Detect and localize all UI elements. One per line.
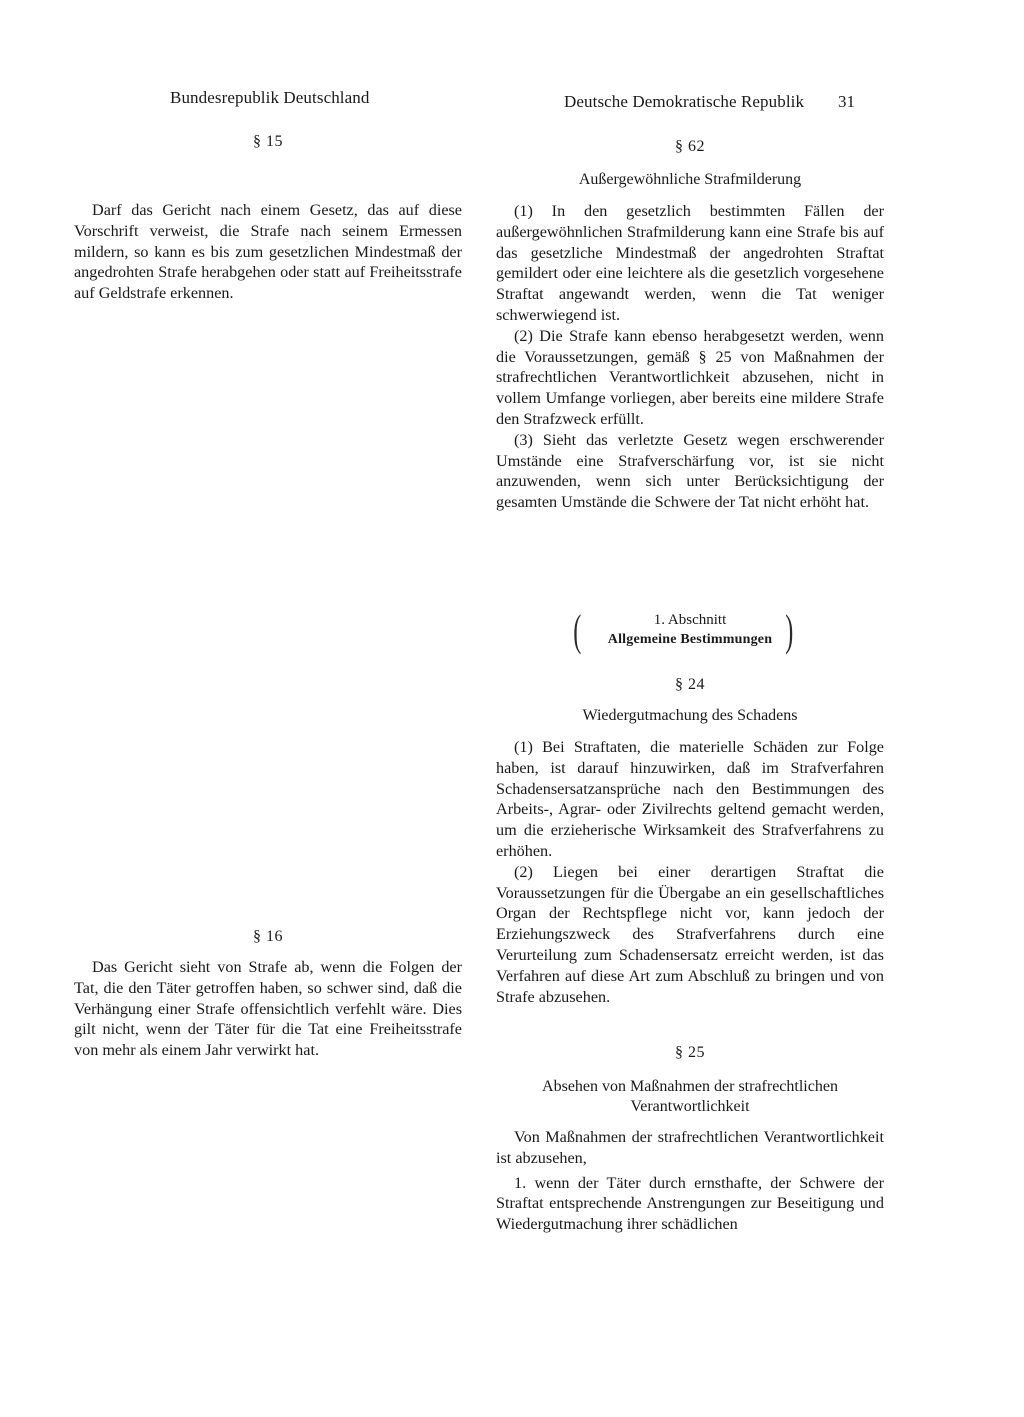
- s62-paragraph-1: (1) In den gesetzlich bestimmten Fällen der außergewöhnlichen Strafmilderung kann eine Strafe bis auf das gesetzliche Mindestmaß der angedrohten Straftat gemildert oder eine leichtere als die gesetzlich vorgesehene Straftat angewandt werden, wenn die Tat weniger schwerwiegend ist.: [496, 202, 884, 324]
- s24-title: Wiedergutmachung des Schadens: [582, 707, 798, 724]
- right-parenthesis: ): [785, 606, 794, 655]
- header-right-title: Deutsche Demokratische Republik: [564, 92, 805, 111]
- left-parenthesis: (: [573, 606, 582, 655]
- s25-title-line-2: Verantwortlichkeit: [630, 1098, 750, 1115]
- page-number: 31: [838, 92, 855, 111]
- s16-sign: § 16: [253, 928, 283, 945]
- s25-text-block: [496, 1127, 884, 1235]
- s25-paragraph-1: Von Maßnahmen der strafrechtlichen Verantwortlichkeit ist abzusehen,: [496, 1128, 884, 1167]
- abschnitt-title: Allgemeine Bestimmungen: [607, 632, 773, 647]
- s25-title: [496, 1077, 884, 1117]
- s24-paragraph-1: (1) Bei Straftaten, die materielle Schäden zur Folge haben, ist darauf hinzuwirken, daß im Strafverfahren Schadensersatzansprüche nach den Bestimmungen des Arbeits-, Agrar- oder Zivilrechts geltend gemacht werden, um die erzieherische Wirksamkeit des Strafverfahrens zu erhöhen.: [496, 738, 884, 860]
- s25-sign: § 25: [675, 1044, 705, 1061]
- s16-text: Das Gericht sieht von Strafe ab, wenn die Folgen der Tat, die den Täter getroffen haben, so schwer sind, daß die Verhängung einer Strafe offensichtlich verfehlt wäre. Dies gilt nicht, wenn der Täter für die Tat eine Freiheitsstrafe von mehr als einem Jahr verwirkt hat.: [74, 958, 462, 1060]
- s15-text: Darf das Gericht nach einem Gesetz, das auf diese Vorschrift verweist, die Strafe nach seinem Ermessen mildern, so kann es bis zum gesetzlichen Mindestmaß der angedrohten Strafe herabgehen oder statt auf Freiheitsstrafe auf Geldstrafe erkennen.: [74, 201, 462, 303]
- s62-sign: § 62: [675, 138, 705, 155]
- s16-text-block: [74, 957, 462, 1061]
- s24-sign: § 24: [675, 676, 705, 693]
- s25-title-line-1: Absehen von Maßnahmen der strafrechtlichen: [542, 1078, 838, 1095]
- s62-paragraph-3: (3) Sieht das verletzte Gesetz wegen erschwerender Umstände eine Strafverschärfung vor, ist sie nicht anzuwenden, wenn sich unter Berücksichtigung der gesamten Umstände die Schwere der Tat nicht erhöht hat.: [496, 430, 884, 512]
- s24-text-block: [496, 737, 884, 1007]
- s62-title: Außergewöhnliche Strafmilderung: [578, 171, 802, 188]
- s25-paragraph-2: 1. wenn der Täter durch ernsthafte, der Schwere der Straftat entsprechende Anstrengungen zur Beseitigung und Wiedergutmachung ihrer schädlichen: [496, 1173, 884, 1234]
- s15-text-block: [74, 200, 462, 304]
- header-left-title: Bundesrepublik Deutschland: [170, 88, 370, 107]
- abschnitt-number: 1. Abschnitt: [653, 612, 727, 628]
- abschnitt-heading: [588, 612, 792, 648]
- s62-text-block: [496, 201, 884, 513]
- s62-paragraph-2: (2) Die Strafe kann ebenso herabgesetzt werden, wenn die Voraussetzungen, gemäß § 25 von Maßnahmen der strafrechtlichen Verantwortlichkeit abzusehen, nicht in vollem Umfange vorliegen, aber bereits eine mildere Strafe den Strafzweck erfüllt.: [496, 326, 884, 428]
- s15-sign: § 15: [253, 133, 283, 150]
- s24-paragraph-2: (2) Liegen bei einer derartigen Straftat die Voraussetzungen für die Übergabe an ein gesellschaftliches Organ der Rechtspflege nicht vor, kann jedoch der Erziehungszweck des Strafverfahrens durch eine Verurteilung zum Schadensersatz erreicht werden, ist das Verfahren auf diese Art zum Abschluß zu bringen und von Strafe abzusehen.: [496, 862, 884, 1006]
